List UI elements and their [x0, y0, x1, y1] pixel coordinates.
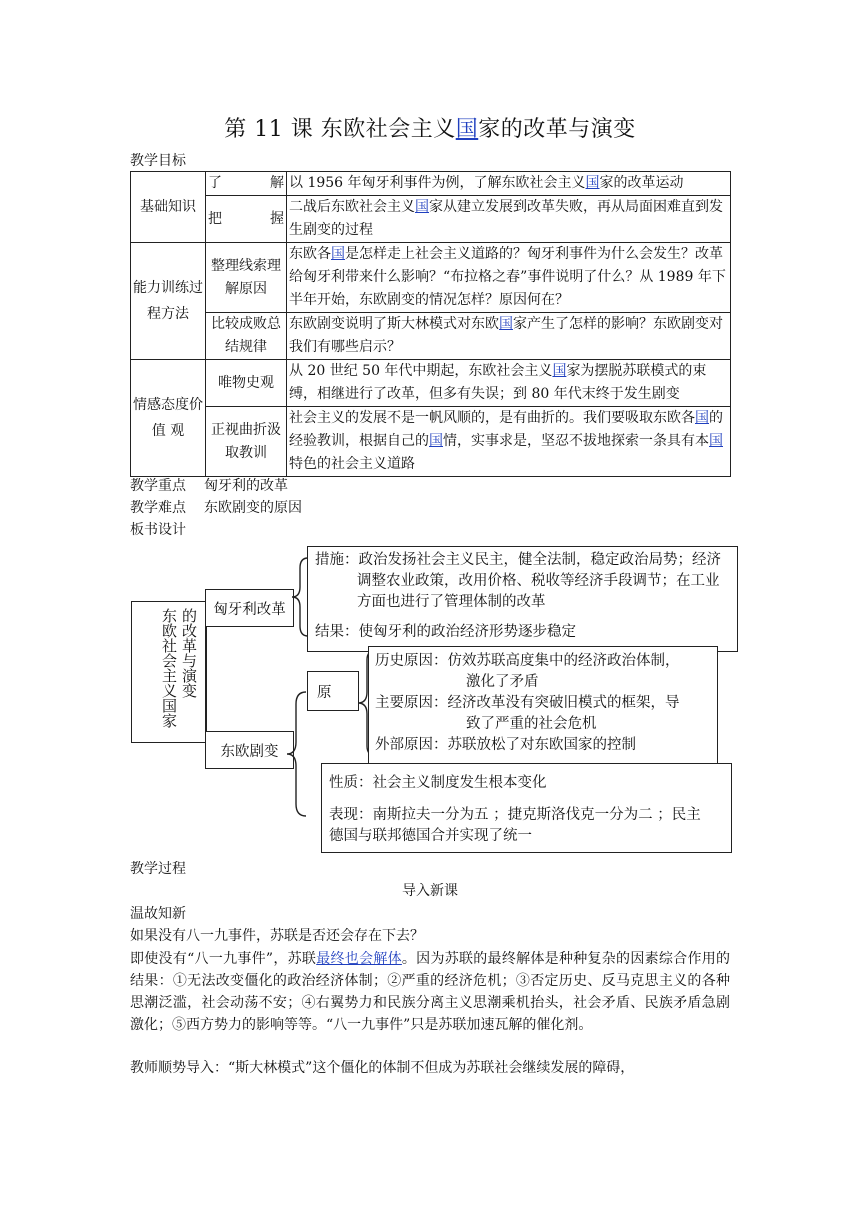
category-basic: 基础知识 [131, 172, 206, 243]
board-label: 板书设计 [130, 522, 186, 538]
sub-understand: 了解 [206, 172, 287, 196]
objective-text: 社会主义的发展不是一帆风顺的，是有曲折的。我们要吸取东欧各国的经验教训，根据自己的国情，实事求是，坚忍不拔地探索一条具有本国特色的社会主义道路 [287, 407, 731, 477]
page-title [0, 112, 860, 143]
manifest-line-1: 表现：南斯拉夫一分为五 ；捷克斯洛伐克一分为二 ；民主 [329, 807, 701, 823]
key-point-value: 匈牙利的改革 [204, 478, 288, 494]
question-text: 如果没有八一九事件，苏联是否还会存在下去？ [130, 928, 424, 944]
objective-text: 东欧剧变说明了斯大林模式对东欧国家产生了怎样的影响？东欧剧变对我们有哪些启示？ [287, 313, 731, 360]
intro-heading: 导入新课 [402, 883, 458, 899]
sub-lessons: 正视曲折汲取教训 [206, 407, 287, 477]
causes-list [369, 651, 715, 756]
sub-organize: 整理线索理解原因 [206, 243, 287, 313]
result-text: 结果：使匈牙利的政治经济形势逐步稳定 [315, 624, 576, 640]
teacher-intro: 教师顺势导入：“斯大林模式”这个僵化的体制不但成为苏联社会继续发展的障碍， [130, 1060, 635, 1076]
hungary-box [205, 589, 294, 627]
sub-grasp: 把握 [206, 196, 287, 243]
answer-text: 即使没有“八一九事件”，苏联 [130, 951, 317, 967]
upheaval-label: 东欧剧变 [220, 744, 279, 760]
objective-text: 东欧各国是怎样走上社会主义道路的？匈牙利事件为什么会发生？改革给匈牙利带来什么影响？“布拉格之春”事件说明了什么？从 1989 年下半年开始，东欧剧变的情况怎样？原因何在？ [287, 243, 731, 313]
main-cause: 主要原因：经济改革没有突破旧模式的框架，导 [375, 695, 680, 711]
manifest-text [329, 805, 725, 847]
causes-box [368, 646, 718, 766]
upheaval-box [205, 731, 294, 769]
root-label-col1: 东欧社会主义国家 [160, 608, 178, 728]
answer-text-cont: 。因为苏联的最终解体是种种复杂的因素综合作用的结果：①无法改变僵化的政治经济体制；②严重的经济危机；③否定历史、反马克思主义的各种思潮泛滥，社会动荡不安；④右翼势力和民族分离主义思潮乘机抬头，社会矛盾、民族矛盾急剧激化；⑤西方势力的影响等等。“八一九事件”只是苏联加速瓦解的催化剂。 [130, 951, 731, 1033]
measures-text: 措施：政治发扬社会主义民主，健全法制，稳定政治局势；经济调整农业政策，改用价格、税收等经济手段调节；在工业方面也进行了管理体制的改革 [315, 552, 721, 610]
key-point-label: 教学重点 [130, 478, 186, 494]
history-cause: 历史原因：仿效苏联高度集中的经济政治体制， [375, 653, 680, 669]
nature-text: 性质：社会主义制度发生根本变化 [329, 775, 547, 791]
difficult-point-value: 东欧剧变的原因 [204, 500, 302, 516]
main-cause-cont: 致了严重的社会危机 [466, 716, 597, 732]
answer-paragraph [130, 948, 730, 1036]
objective-link[interactable]: 国 [415, 199, 429, 215]
objective-link[interactable]: 国 [695, 410, 709, 426]
objective-link[interactable]: 国 [429, 433, 443, 449]
objective-link[interactable]: 国 [499, 316, 513, 332]
manifest-line-2: 德国与联邦德国合并实现了统一 [329, 828, 532, 844]
objective-link[interactable]: 国 [331, 246, 345, 262]
cause-label: 原 [317, 685, 332, 701]
objectives-label: 教学目标 [130, 153, 186, 169]
review-label: 温故知新 [130, 906, 186, 922]
external-cause: 外部原因：苏联放松了对东欧国家的控制 [375, 737, 636, 753]
process-label: 教学过程 [130, 861, 186, 877]
answer-link[interactable]: 最终也会解体 [316, 951, 402, 967]
hungary-detail-box [307, 546, 738, 652]
objective-text: 从 20 世纪 50 年代中期起，东欧社会主义国家为摆脱苏联模式的束缚，相继进行了改革，但多有失误；到 80 年代末终于发生剧变 [287, 360, 731, 407]
category-ability: 能力训练过程方法 [131, 243, 206, 360]
root-box [131, 601, 207, 743]
objective-link[interactable]: 国 [585, 175, 600, 191]
sub-materialism: 唯物史观 [206, 360, 287, 407]
key-point [130, 476, 288, 496]
cause-box [307, 671, 359, 711]
hungary-label: 匈牙利改革 [213, 602, 286, 618]
objective-text: 二战后东欧社会主义国家从建立发展到改革失败，再从局面困难直到发生剧变的过程 [287, 196, 731, 243]
title-link[interactable]: 国 [455, 117, 479, 142]
objectives-table [130, 171, 731, 477]
difficult-point [130, 498, 302, 518]
result-box [321, 763, 732, 853]
history-cause-cont: 激化了矛盾 [466, 674, 539, 690]
root-label-col2: 的改革与演变 [180, 608, 198, 698]
root-connector [205, 610, 206, 738]
objective-link[interactable]: 国 [552, 363, 567, 379]
category-emotion: 情感态度价 值 观 [131, 360, 206, 477]
title-text-end: 家的改革与演变 [478, 117, 636, 142]
objective-text: 以 1956 年匈牙利事件为例，了解东欧社会主义国家的改革运动 [287, 172, 731, 196]
title-text: 第 11 课 东欧社会主义 [224, 117, 456, 142]
sub-compare: 比较成败总结规律 [206, 313, 287, 360]
difficult-point-label: 教学难点 [130, 500, 186, 516]
objective-link[interactable]: 国 [709, 433, 723, 449]
